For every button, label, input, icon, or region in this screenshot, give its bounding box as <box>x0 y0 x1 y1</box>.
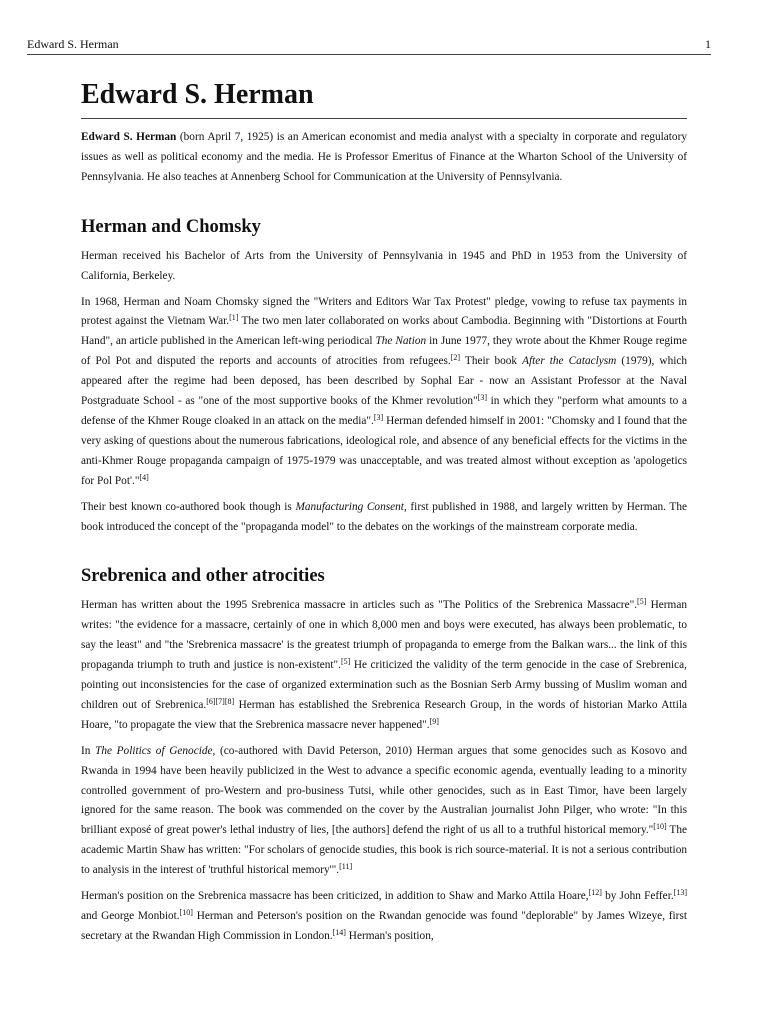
citation-link[interactable]: [10] <box>179 908 193 917</box>
paragraph-politics-of-genocide: In The Politics of Genocide, (co-authored with David Peterson, 2010) Herman argues that some genocides such as Kosovo and Rwanda in 1994 have been heavily publicized in the West to advance a specific economic agenda, eventually leading to a minority controlled government of pro-Western and pro-business Tutsi, while other genocides, such as in East Timor, have been largely ignored for the same reason. The book was commended on the cover by the Australian journalist John Pilger, who wrote: "In this brilliant exposé of great power's lethal industry of lies, [the authors] defend the right of us all to a truthful historical memory."[10] The academic Martin Shaw has written: "For scholars of genocide studies, this book is rich source-material. It is not a serious contribution to analysis in the interest of 'truthful historical memory'".[11] <box>81 744 687 877</box>
subject-name: Edward S. Herman <box>81 131 177 143</box>
citation-link[interactable]: [3] <box>477 393 487 403</box>
article-body <box>81 78 687 953</box>
section-heading-herman-chomsky: Herman and Chomsky <box>81 216 261 237</box>
intro-paragraph: Edward S. Herman (born April 7, 1925) is an American economist and media analyst with a specialty in corporate and regulatory issues as well as political economy and the media. He is Professor Emeritus of Finance at the Wharton School of the University of Pennsylvania. He also teaches at Annenberg School for Communication at the University of Pennsylvania. <box>81 131 687 183</box>
paragraph-cambodia: In 1968, Herman and Noam Chomsky signed the "Writers and Editors War Tax Protest" pledge, vowing to refuse tax payments in protest against the Vietnam War.[1] The two men later collaborated on works about Cambodia. Beginning with "Distortions at Fourth Hand", an article published in the American left-wing periodical The Nation in June 1977, they wrote about the Khmer Rouge regime of Pol Pot and disputed the reports and accounts of atrocities from refugees.[2] Their book After the Cataclysm (1979), which appeared after the regime had been deposed, has been described by Sophal Ear - now an Assistant Professor at the Naval Postgraduate School - as "one of the most supportive books of the Khmer revolution"[3] in which they "perform what amounts to a defense of the Khmer Rouge cloaked in an attack on the media".[3] Herman defended himself in 2001: "Chomsky and I found that the very asking of questions about the numerous fabrications, ideological role, and absence of any beneficial effects for the victims in the anti-Khmer Rouge propaganda campaign of 1975-1979 was unacceptable, and was treated almost without exception as 'apologetics for Pol Pot'."[4] <box>81 295 688 487</box>
running-header-title: Edward S. Herman <box>27 37 119 51</box>
citation-link[interactable]: [1] <box>229 313 239 323</box>
running-header <box>27 36 711 55</box>
page-title: Edward S. Herman <box>81 78 687 119</box>
page-number: 1 <box>705 37 711 51</box>
citation-link[interactable]: [6][7][8] <box>206 696 235 706</box>
citation-link[interactable]: [13] <box>673 888 687 898</box>
citation-link[interactable]: [10] <box>653 822 667 832</box>
citation-link[interactable]: [5] <box>340 657 351 667</box>
paragraph-srebrenica: Herman has written about the 1995 Srebrenica massacre in articles such as "The Politics of the Srebrenica Massacre".[5] Herman writes: "the evidence for a massacre, certainly of one in which 8,000 men and boys were executed, has always been problematic, to say the least" and "the 'Srebrenica massacre' is the greatest triumph of propaganda to emerge from the Balkan wars... the link of this propaganda triumph to truth and justice is non-existent".[5] He criticized the validity of the term genocide in the case of Srebrenica, pointing out inconsistencies for the case of organized extermination such as the Bosnian Serb Army bussing of Muslim woman and children out of Srebrenica.[6][7][8] Herman has established the Srebrenica Research Group, in the words of historian Marko Attila Hoare, "to propagate the view that the Srebrenica massacre never happened".[9] <box>81 597 687 731</box>
citation-link[interactable]: [12] <box>588 888 602 898</box>
section-heading-srebrenica: Srebrenica and other atrocities <box>81 566 325 587</box>
citation-link[interactable]: [4] <box>139 472 149 482</box>
citation-link[interactable]: [9] <box>429 716 439 726</box>
citation-link[interactable]: [14] <box>332 927 346 937</box>
citation-link[interactable]: [5] <box>637 597 647 607</box>
paragraph-criticism: Herman's position on the Srebrenica massacre has been criticized, in addition to Shaw and Marko Attila Hoare,[12] by John Feffer.[13] and George Monbiot.[10] Herman and Peterson's position on the Rwandan genocide was found "deplorable" by James Wizeye, first secretary at the Rwandan High Commission in London.[14] Herman's position, <box>81 888 687 942</box>
citation-link[interactable]: [2] <box>450 353 461 363</box>
citation-link[interactable]: [11] <box>339 862 353 872</box>
paragraph-manufacturing-consent: Their best known co-authored book though is Manufacturing Consent, first published in 1988, and largely written by Herman. The book introduced the concept of the "propaganda model" to the debates on the workings of the mainstream corporate media. <box>81 500 687 533</box>
citation-link[interactable]: [3] <box>373 412 384 422</box>
paragraph-education: Herman received his Bachelor of Arts from the University of Pennsylvania in 1945 and PhD in 1953 from the University of California, Berkeley. <box>81 249 687 282</box>
